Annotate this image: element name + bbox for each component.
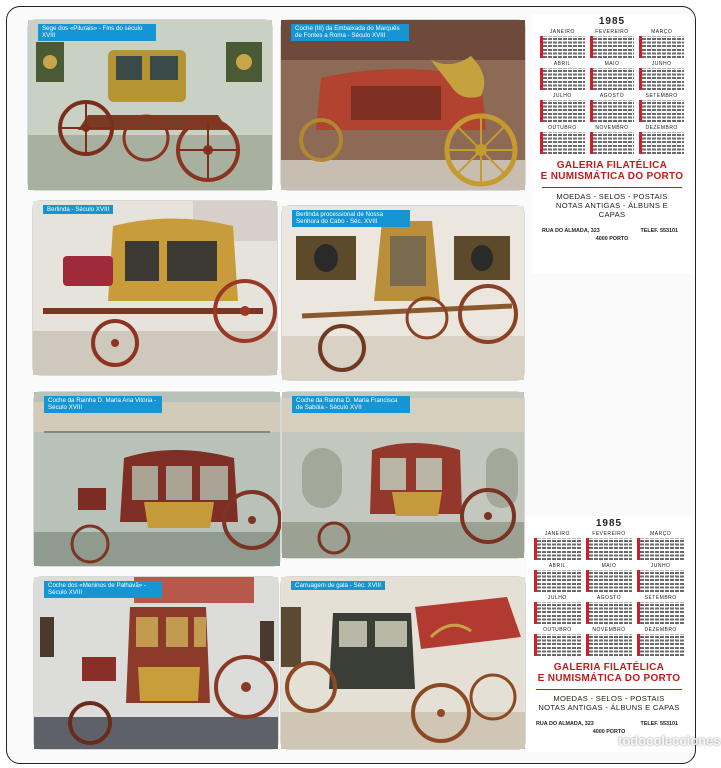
address: RUA DO ALMADA, 323 <box>542 228 600 234</box>
city: 4000 PORTO <box>595 236 629 242</box>
month-days <box>637 602 684 624</box>
card-caption: Carruagem de gala - Séc. XVIII <box>291 581 385 590</box>
address-row <box>542 228 678 234</box>
gallery-line-1: GALERIA FILATÉLICA <box>553 662 665 673</box>
calendar-card-2 <box>281 20 525 190</box>
month-name: NOVEMBRO <box>592 627 626 633</box>
calendar-card-1 <box>28 20 272 190</box>
month-name: OUTUBRO <box>543 627 572 633</box>
month-box <box>590 61 635 90</box>
month-box <box>637 531 684 560</box>
month-name: SETEMBRO <box>644 595 677 601</box>
month-name: AGOSTO <box>599 93 625 99</box>
phone: TELEF. 553101 <box>640 721 678 727</box>
month-days <box>590 100 635 122</box>
carriage-photo-7 <box>34 577 278 749</box>
calendar-card-5 <box>34 392 280 566</box>
card-caption: Sege dos «Pilurais» - Fins do século XVIII <box>38 24 156 41</box>
month-days <box>639 68 684 90</box>
month-name: MAIO <box>601 563 617 569</box>
month-name: JULHO <box>547 595 567 601</box>
month-days <box>540 132 585 154</box>
month-days <box>590 68 635 90</box>
gallery-line-1: GALERIA FILATÉLICA <box>556 160 668 171</box>
services-line-1: MOEDAS - SELOS - POSTAIS <box>553 694 665 703</box>
month-name: JUNHO <box>651 61 672 67</box>
month-box <box>639 125 684 154</box>
calendar-year: 1985 <box>598 16 626 27</box>
calendar-card-3 <box>33 201 277 375</box>
card-caption: Coche (III) da Embaixada do Marquês de Fontes a Roma - Século XVIII <box>291 24 409 41</box>
gallery-name <box>526 662 692 684</box>
calendar-card-4 <box>282 206 524 380</box>
month-name: JANEIRO <box>549 29 575 35</box>
month-days <box>590 36 635 58</box>
carriage-photo-1 <box>28 20 272 190</box>
month-days <box>639 132 684 154</box>
month-days <box>639 100 684 122</box>
month-box <box>586 595 633 624</box>
gallery-line-2: E NUMISMÁTICA DO PORTO <box>540 171 684 182</box>
month-name: ABRIL <box>553 61 571 67</box>
calendar-card-6 <box>282 392 524 558</box>
phone: TELEF. 553101 <box>640 228 678 234</box>
card-caption: Berlinda processional de Nossa Senhora do Cabo - Séc. XVIII <box>292 210 410 227</box>
month-box <box>590 125 635 154</box>
month-name: FEVEREIRO <box>592 531 626 537</box>
month-box <box>639 29 684 58</box>
card-caption: Coche da Rainha D. Maria Ana Vitória - Século XVIII <box>44 396 162 413</box>
month-box <box>540 29 585 58</box>
card-caption: Coche dos «Meninos de Palhavã» - Século XVIII <box>44 581 162 598</box>
carriage-photo-4 <box>282 206 524 380</box>
month-name: JUNHO <box>650 563 671 569</box>
month-box <box>534 627 581 656</box>
month-days <box>534 538 581 560</box>
month-days <box>586 634 633 656</box>
month-name: SETEMBRO <box>645 93 678 99</box>
month-grid <box>532 29 692 154</box>
watermark: todocolecciones <box>618 733 721 748</box>
month-days <box>534 634 581 656</box>
city: 4000 PORTO <box>592 729 626 735</box>
month-days <box>540 68 585 90</box>
month-box <box>637 595 684 624</box>
month-box <box>586 627 633 656</box>
gallery-line-2: E NUMISMÁTICA DO PORTO <box>537 673 681 684</box>
month-box <box>637 563 684 592</box>
address-row <box>536 721 678 727</box>
month-name: FEVEREIRO <box>595 29 629 35</box>
month-box <box>534 595 581 624</box>
carriage-photo-6 <box>282 392 524 558</box>
calendar-card-8 <box>281 577 525 749</box>
month-name: MARÇO <box>650 531 672 537</box>
address: RUA DO ALMADA, 323 <box>536 721 594 727</box>
month-days <box>540 100 585 122</box>
gallery-name <box>532 160 692 182</box>
month-name: DEZEMBRO <box>644 627 677 633</box>
calendar-block-bottom <box>526 516 692 752</box>
month-name: MARÇO <box>651 29 673 35</box>
services <box>542 187 682 219</box>
month-days <box>639 36 684 58</box>
month-box <box>540 125 585 154</box>
month-name: NOVEMBRO <box>595 125 629 131</box>
month-box <box>639 61 684 90</box>
month-days <box>590 132 635 154</box>
card-caption: Berlinda - Século XVIII <box>43 205 113 214</box>
services <box>536 689 682 712</box>
calendar-block-top <box>532 14 692 274</box>
calendar-year: 1985 <box>595 518 623 529</box>
carriage-photo-8 <box>281 577 525 749</box>
month-days <box>586 602 633 624</box>
carriage-photo-2 <box>281 20 525 190</box>
services-line-2: NOTAS ANTIGAS - ÁLBUNS E CAPAS <box>538 703 680 712</box>
month-name: ABRIL <box>548 563 566 569</box>
month-box <box>586 531 633 560</box>
month-box <box>590 29 635 58</box>
month-days <box>637 634 684 656</box>
carriage-photo-5 <box>34 392 280 566</box>
month-name: OUTUBRO <box>548 125 577 131</box>
card-caption: Coche da Rainha D. Maria Francisca de Sabóia - Século XVII <box>292 396 410 413</box>
month-name: JULHO <box>552 93 572 99</box>
month-days <box>637 538 684 560</box>
month-name: JANEIRO <box>544 531 570 537</box>
month-name: AGOSTO <box>596 595 622 601</box>
month-box <box>540 93 585 122</box>
services-line-2: NOTAS ANTIGAS - ÁLBUNS E CAPAS <box>555 201 669 219</box>
calendar-card-7 <box>34 577 278 749</box>
month-box <box>639 93 684 122</box>
month-days <box>586 570 633 592</box>
month-name: MAIO <box>604 61 620 67</box>
month-grid <box>526 531 692 656</box>
month-days <box>534 570 581 592</box>
month-days <box>637 570 684 592</box>
carriage-photo-3 <box>33 201 277 375</box>
month-box <box>540 61 585 90</box>
month-name: DEZEMBRO <box>645 125 678 131</box>
month-box <box>590 93 635 122</box>
month-box <box>534 531 581 560</box>
services-line-1: MOEDAS - SELOS - POSTAIS <box>556 192 668 201</box>
month-box <box>586 563 633 592</box>
month-days <box>586 538 633 560</box>
month-box <box>534 563 581 592</box>
month-days <box>540 36 585 58</box>
month-days <box>534 602 581 624</box>
month-box <box>637 627 684 656</box>
